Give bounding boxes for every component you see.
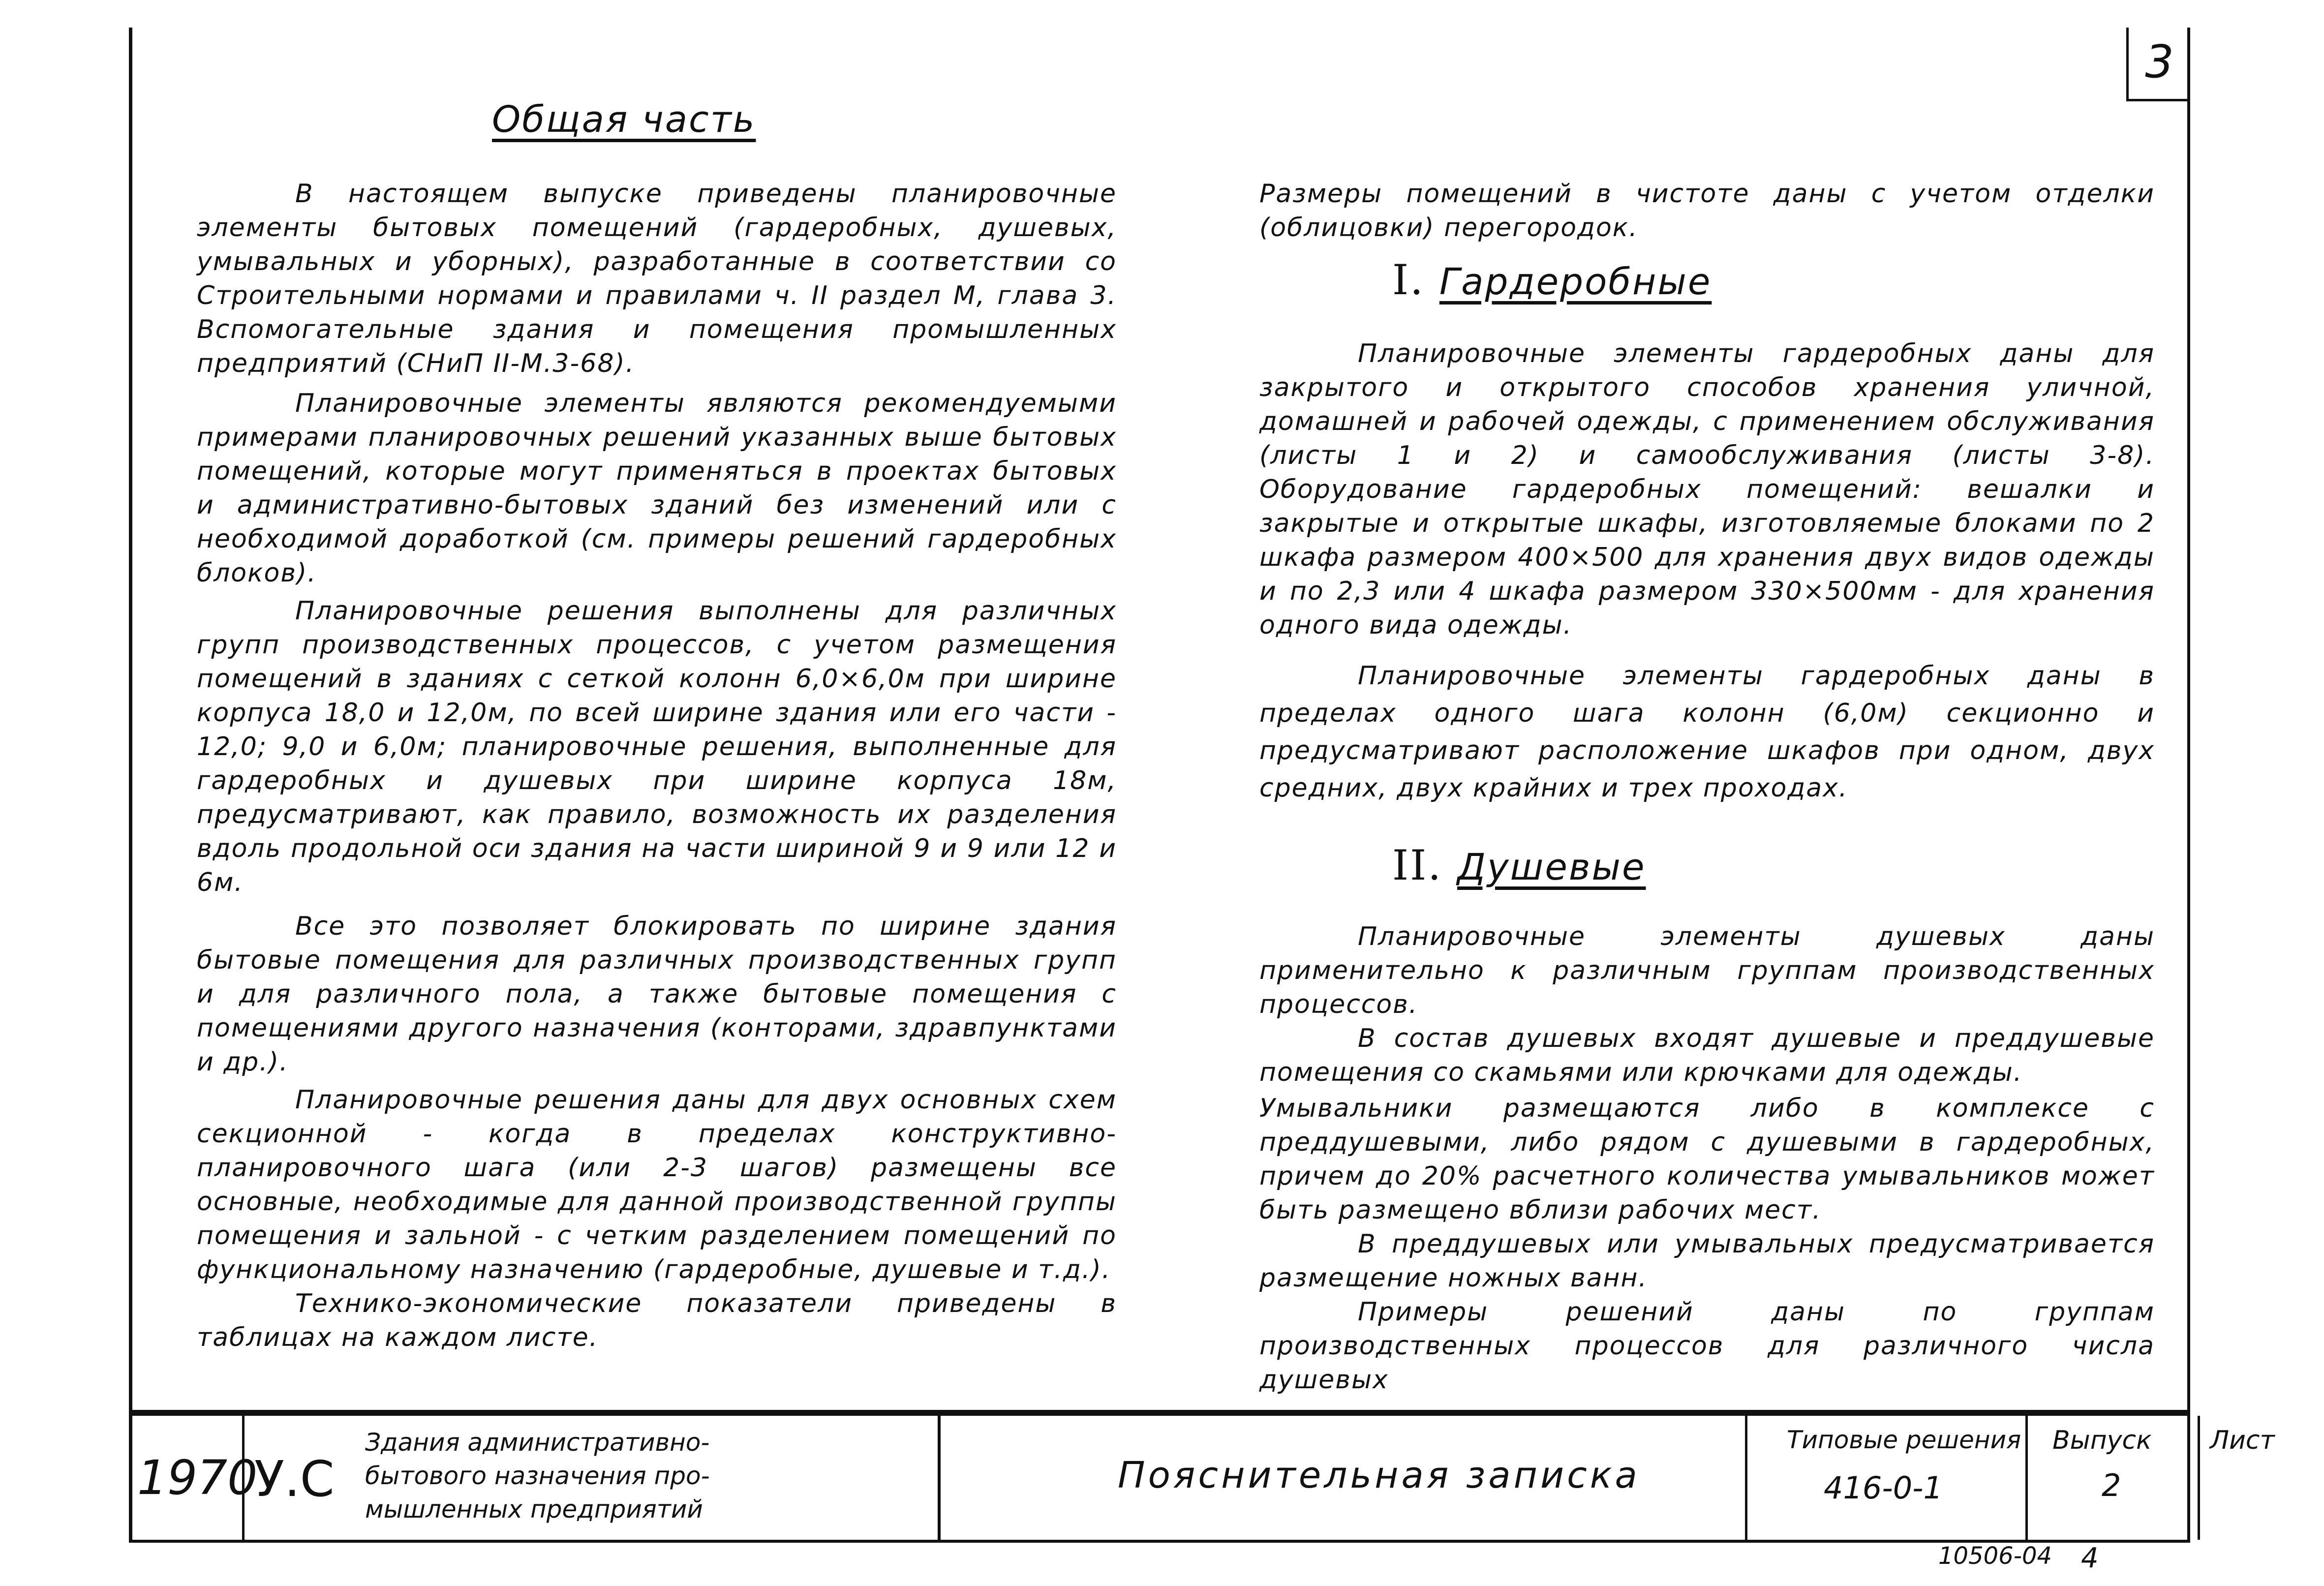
paragraph: Планировочные решения выполнены для различных групп производственных процессов, с учетом размещения помещений в зданиях с сеткой колонн 6,0×6,0м при ширине корпуса 18,0 и 12,0м, по всей ширине здания или его части - 12,0; 9,0 и 6,0м; планировочные решения, выполненные для гардеробных и душевых при ширине корпуса 18м, предусматривают, как правило, возможность их разделения вдоль продольной оси здания на части шириной 9 и 9 или 12 и 6м.	[197, 596, 1117, 897]
section-1-heading	[1392, 256, 1712, 304]
building-line: Здания административно-	[365, 1428, 710, 1457]
paragraph: Планировочные элементы гардеробных даны в пределах одного шага колонн (6,0м) секционно и предусматривают расположение шкафов при одном, двух средних, двух крайних и трех проходах.	[1259, 661, 2155, 803]
building-line: бытового назначения про-	[365, 1462, 710, 1490]
sheet-cell	[2200, 1416, 2289, 1540]
section-2-numeral: II.	[1392, 841, 1443, 889]
paragraph: Умывальники размещаются либо в комплексе с преддушевыми, либо рядом с душевыми в гардеробных, причем до 20% расчетного количества умывальников может быть размещено вблизи рабочих мест.	[1259, 1094, 2155, 1225]
section-1-title: Гардеробные	[1439, 261, 1712, 303]
paragraph: Планировочные элементы гардеробных даны для закрытого и открытого способов хранения уличной, домашней и рабочей одежды, с применением обслуживания (листы 1 и 2) и самообслуживания (листы 3-8). Оборудование гардеробных помещений: вешалки и закрытые и открытые шкафы, изготовляемые блоками по 2 шкафа размером 400×500 для хранения двух видов одежды и по 2,3 или 4 шкафа размером 330×500мм - для хранения одного вида одежды.	[1259, 339, 2155, 640]
right-intro	[1259, 177, 2155, 245]
paragraph: Все это позволяет блокировать по ширине здания бытовые помещения для различных производственных групп и для различного пола, а также бытовые помещения с помещениями другого назначения (конторами, здравпунктами и др.).	[197, 912, 1117, 1077]
left-column-text	[197, 177, 1117, 1355]
paragraph: В состав душевых входят душевые и преддушевые помещения со скамьями или крючками для одежды.	[1259, 1024, 2155, 1087]
paragraph: В преддушевых или умывальных предусматривается размещение ножных ванн.	[1259, 1229, 2155, 1293]
issue-label: Выпуск	[2052, 1426, 2152, 1455]
issue-cell	[2028, 1416, 2200, 1540]
section-1-text	[1259, 337, 2155, 807]
paragraph: Размеры помещений в чистоте даны с учетом отделки (облицовки) перегородок.	[1259, 179, 2155, 243]
doc-title-cell	[941, 1416, 1747, 1540]
series-label: Типовые решения	[1787, 1426, 2021, 1454]
section-1-numeral: I.	[1392, 256, 1425, 304]
year-cell	[132, 1416, 258, 1540]
series-cell	[1747, 1416, 2028, 1540]
building-cell	[245, 1416, 941, 1540]
paragraph: В настоящем выпуске приведены планировочные элементы бытовых помещений (гардеробных, душевых, умывальных и уборных), разработанные в соответствии со Строительными нормами и правилами ч. II раздел М, глава 3. Вспомогательные здания и помещения промышленных предприятий (СНиП II-М.3-68).	[197, 179, 1117, 378]
series-value: 416-0-1	[1824, 1470, 1943, 1506]
paragraph: Планировочные элементы являются рекомендуемыми примерами планировочных решений указанных выше бытовых помещений, которые могут применяться в проектах бытовых и административно-бытовых зданий без изменений или с необходимой доработкой (см. примеры решений гардеробных блоков).	[197, 389, 1117, 588]
paragraph: Примеры решений даны по группам производственных процессов для различного числа душевых	[1259, 1297, 2155, 1395]
building-type	[365, 1426, 710, 1526]
section-2-heading	[1392, 841, 1646, 889]
inventory-number: 10506-04	[1938, 1542, 2052, 1570]
general-title: Общая часть	[492, 98, 756, 141]
sheet-label: Лист	[2210, 1426, 2275, 1455]
footer-mark: 4	[2081, 1542, 2099, 1574]
title-block	[129, 1413, 2275, 1543]
org-mark: У.С	[254, 1450, 335, 1508]
year: 1970	[137, 1450, 258, 1505]
issue-value: 2	[2102, 1467, 2121, 1503]
section-2-title: Душевые	[1457, 846, 1646, 888]
building-line: мышленных предприятий	[365, 1495, 703, 1524]
page-number: 3	[2126, 28, 2190, 101]
section-2-text	[1259, 920, 2155, 1397]
document-title: Пояснительная записка	[1118, 1454, 1640, 1496]
paragraph: Технико-экономические показатели приведены в таблицах на каждом листе.	[197, 1289, 1117, 1352]
paragraph: Планировочные решения даны для двух основных схем секционной - когда в пределах конструктивно-планировочного шага (или 2-3 шагов) размещены все основные, необходимые для данной производственной группы помещения и зальной - с четким разделением помещений по функциональному назначению (гардеробные, душевые и т.д.).	[197, 1085, 1117, 1284]
paragraph: Планировочные элементы душевых даны применительно к различным группам производственных процессов.	[1259, 922, 2155, 1019]
